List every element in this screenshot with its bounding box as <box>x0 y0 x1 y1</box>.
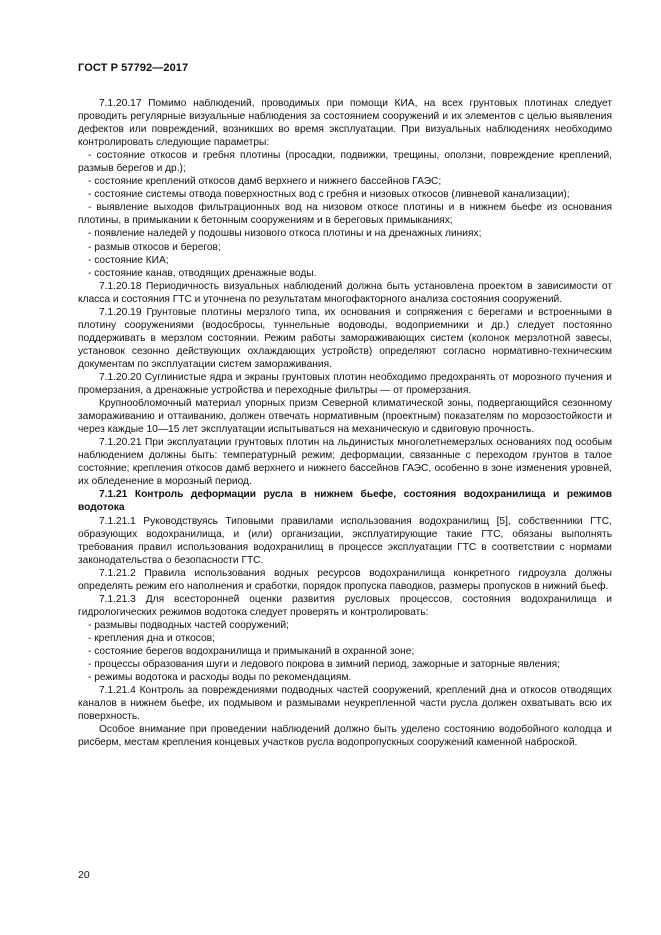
section-heading: 7.1.21 Контроль деформации русла в нижнем бьефе, состояния водохранилища и режимов водотока <box>78 489 612 514</box>
document-body <box>78 97 612 749</box>
list-item: - появление наледей у подошвы низового откоса плотины и на дренажных линиях; <box>88 228 482 240</box>
page-number: 20 <box>78 869 90 881</box>
list-item: - состояние берегов водохранилища и примыканий в охранной зоне; <box>88 645 415 657</box>
document-header: ГОСТ Р 57792—2017 <box>78 62 189 74</box>
paragraph: 7.1.20.18 Периодичность визуальных наблюдений должна быть установлена проектом в зависимости от класса и состояния ГТС и уточнена по результатам многофакторного анализа состояния сооружений. <box>78 280 612 305</box>
paragraph: 7.1.20.17 Помимо наблюдений, проводимых при помощи КИА, на всех грунтовых плотинах следует проводить регулярные визуальные наблюдения за состоянием сооружений и их элементов с целью выявления дефектов или повреждений, возникших во время эксплуатации. При визуальных наблюдениях необходимо контролировать следующие параметры: <box>78 98 612 149</box>
paragraph: 7.1.21.3 Для всесторонней оценки развития русловых процессов, состояния водохранилища и гидрологических режимов водотока следует проверять и контролировать: <box>78 593 612 618</box>
list-item: - выявление выходов фильтрационных вод на низовом откосе плотины и в нижнем бьефе из основания плотины, в примыкании к бетонным сооружениям и в береговых примыканиях; <box>78 202 612 227</box>
paragraph: 7.1.20.19 Грунтовые плотины мерзлого типа, их основания и сопряжения с берегами и встроенными в плотину сооружениями (водосбросы, туннельные водоводы, водоприемники и др.) следует постоянно поддерживать в мерзлом состоянии. Режим работы замораживающих систем (колонок мерзлотной завесы, установок сезонно действующих охлаждающих устройств) определяют согласно нормативно-техническим документам по эксплуатации систем замораживания. <box>78 306 612 370</box>
list-item: - состояние откосов и гребня плотины (просадки, подвижки, трещины, оползни, повреждение креплений, размыв берегов и др.); <box>78 150 612 175</box>
list-item: - размывы подводных частей сооружений; <box>88 619 289 631</box>
paragraph: 7.1.20.20 Суглинистые ядра и экраны грунтовых плотин необходимо предохранять от морозного пучения и промерзания, а дренажные устройства и переходные фильтры — от промерзания. <box>78 371 612 397</box>
paragraph: 7.1.21.1 Руководствуясь Типовыми правилами использования водохранилищ [5], собственники ГТС, образующих водохранилища, и (или) организации, эксплуатирующие такие ГТС, обязаны выполнять требования правил использования водохранилищ в процессе эксплуатации ГТС в соответствии с нормами законодательства о безопасности ГТС. <box>78 515 612 566</box>
paragraph: 7.1.21.4 Контроль за повреждениями подводных частей сооружений, креплений дна и откосов отводящих каналов в нижнем бьефе, их подмывом и размывами неукрепленной части русла должен охватывать всю их поверхность. <box>78 685 612 723</box>
list-item: - состояние КИА; <box>88 254 169 266</box>
list-item: - состояние системы отвода поверхностных вод с гребня и низовых откосов (ливневой канализации); <box>88 189 570 201</box>
list-item: - состояние креплений откосов дамб верхнего и нижнего бассейнов ГАЭС; <box>88 176 442 188</box>
list-item: - процессы образования шуги и ледового покрова в зимний период, зажорные и заторные явления; <box>88 659 560 671</box>
paragraph: 7.1.21.2 Правила использования водных ресурсов водохранилища конкретного гидроузла должны определять режим его наполнения и сработки, порядок пропуска паводков, размеры пропусков в нижний бьеф. <box>78 567 612 592</box>
paragraph: Особое внимание при проведении наблюдений должно быть уделено состоянию водобойного колодца и рисберм, местам крепления концевых участков русла водопропускных сооружений каменной наброской. <box>78 724 612 749</box>
paragraph: Крупнообломочный материал упорных призм Северной климатической зоны, подвергающийся сезонному замораживанию и оттаиванию, должен отвечать нормативным (проектным) показателям по морозостойкости и через каждые 10—15 лет эксплуатации испытываться на механическую и сдвиговую прочность. <box>78 398 612 436</box>
list-item: - режимы водотока и расходы воды по рекомендациям. <box>88 672 352 684</box>
list-item: - размыв откосов и берегов; <box>88 241 221 253</box>
list-item: - крепления дна и откосов; <box>88 632 215 644</box>
list-item: - состояние канав, отводящих дренажные воды. <box>88 267 317 279</box>
paragraph: 7.1.20.21 При эксплуатации грунтовых плотин на льдинистых многолетнемерзлых основаниях под особым наблюдением должны быть: температурный режим; деформации, связанные с переходом грунтов в талое состояние; крепления откосов дамб верхнего и нижнего бассейнов ГАЭС, особенно в зоне изменения уровней, их обледенение в морозный период. <box>78 437 612 488</box>
